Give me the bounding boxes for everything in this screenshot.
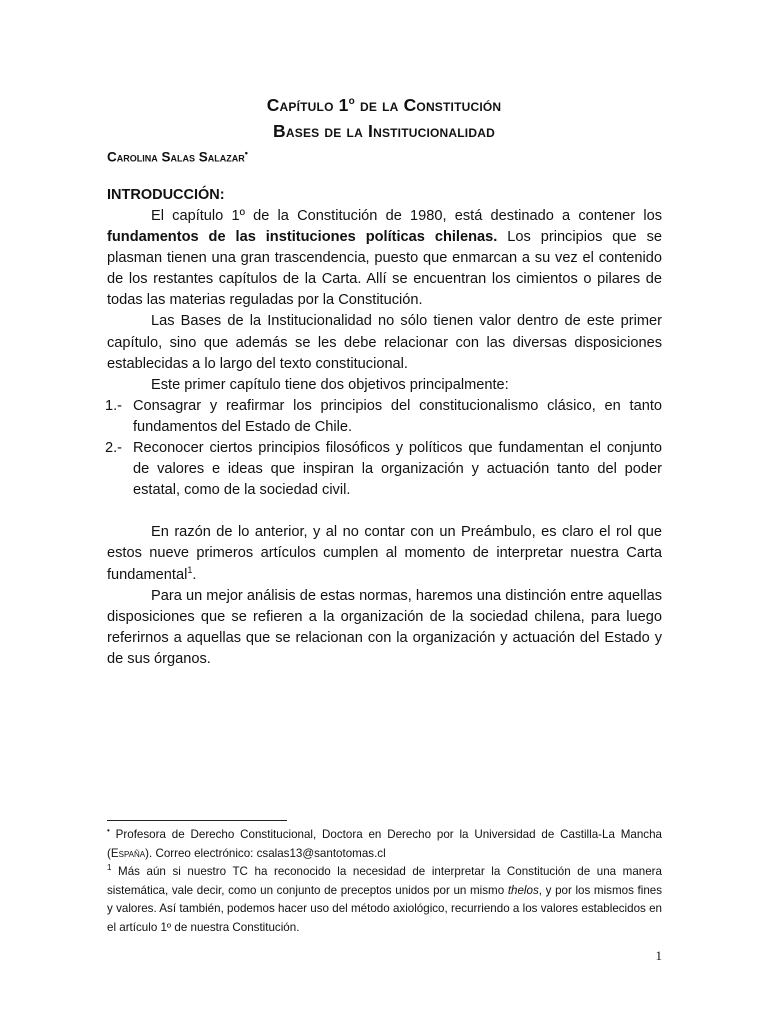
paragraph-1-text-end: Los principios que se plasman tienen una gran trascendencia, puesto que enmarcan a su vez el contenido de los restantes capítulos de la Carta. Allí se encuentran los cimientos o pilares de todas las materias reguladas por la Constitución. (107, 229, 663, 309)
paragraph-1-emphasis: fundamentos de las instituciones políticas chilenas. (107, 229, 498, 246)
footnote-separator (107, 820, 287, 821)
footnote-text: Profesora de Derecho Constitucional, Doctora en Derecho por la Universidad de Castilla-La Mancha ( (107, 828, 662, 860)
list-item (107, 396, 662, 438)
paragraph-4-end: . (192, 566, 197, 583)
footnote-country: España (110, 846, 146, 860)
author-name-text: Carolina Salas Salazar (107, 149, 245, 165)
paragraph-4-text: En razón de lo anterior, y al no contar con un Preámbulo, es claro el rol que estos nueve primeros artículos cumplen al momento de interpretar nuestra Carta fundamental (107, 524, 662, 583)
footnote-reference[interactable]: 1 (187, 564, 193, 575)
footnote-text-end: , y por los mismos fines y valores. Así también, podemos hacer uso del método axiológico, recurriendo a los valores establecidos en el artículo 1º de nuestra Constitución. (107, 883, 663, 934)
chapter-title (0, 95, 768, 116)
paragraph-4 (107, 522, 662, 585)
footnote-italic-term: thelos (507, 883, 539, 897)
list-item (107, 438, 662, 501)
list-item-text: Consagrar y reafirmar los principios del constitucionalismo clásico, en tanto fundamentos del Estado de Chile. (133, 397, 662, 435)
paragraph-3: Este primer capítulo tiene dos objetivos principalmente: (151, 376, 509, 393)
section-heading: INTRODUCCIÓN: (107, 187, 225, 203)
chapter-title-ordinal: o (348, 96, 355, 108)
paragraph-1 (107, 206, 662, 311)
footnote-marker: 1 (107, 863, 112, 873)
list-item-number: 2.- (105, 440, 123, 457)
chapter-title-text: Capítulo 1 (266, 95, 349, 115)
footnote-1 (107, 863, 662, 937)
footnote-text: Más aún si nuestro TC ha reconocido la necesidad de interpretar la Constitución de una manera sistemática, vale decir, como un conjunto de preceptos unidos por un mismo (107, 865, 662, 897)
list-item-text: Reconocer ciertos principios filosóficos y políticos que fundamentan el conjunto de valores e ideas que inspiran la organización y actuación tanto del poder estatal, como de la sociedad civil. (133, 440, 662, 499)
chapter-title-rest: de la Constitución (354, 95, 502, 115)
objectives-list (107, 396, 662, 501)
paragraph-1-text: El capítulo 1º de la Constitución de 1980, está destinado a contener los (151, 208, 662, 224)
paragraph-2: Las Bases de la Institucionalidad no sólo tienen valor dentro de este primer capítulo, sino que además se les debe relacionar con las diversas disposiciones establecidas a lo largo del texto constitucional. (107, 313, 662, 372)
paragraph-spacer (107, 501, 662, 522)
chapter-subtitle: Bases de la Institucionalidad (273, 121, 495, 141)
author-footnote-marker: • (244, 148, 248, 158)
footnote-email: ). Correo electrónico: csalas13@santotomas.cl (145, 846, 386, 860)
paragraph-5: Para un mejor análisis de estas normas, haremos una distinción entre aquellas disposiciones que se refieren a la organización de la sociedad chilena, para luego referirnos a aquellas que se relacionan con la organización y actuación del Estado y de sus órganos. (107, 587, 662, 667)
footnote-author (107, 826, 662, 863)
footnote-marker: • (107, 826, 110, 836)
list-item-number: 1.- (105, 397, 123, 414)
page-number: 1 (655, 948, 662, 963)
author-name (107, 148, 248, 165)
body-text (107, 206, 662, 670)
footnotes (107, 826, 662, 937)
